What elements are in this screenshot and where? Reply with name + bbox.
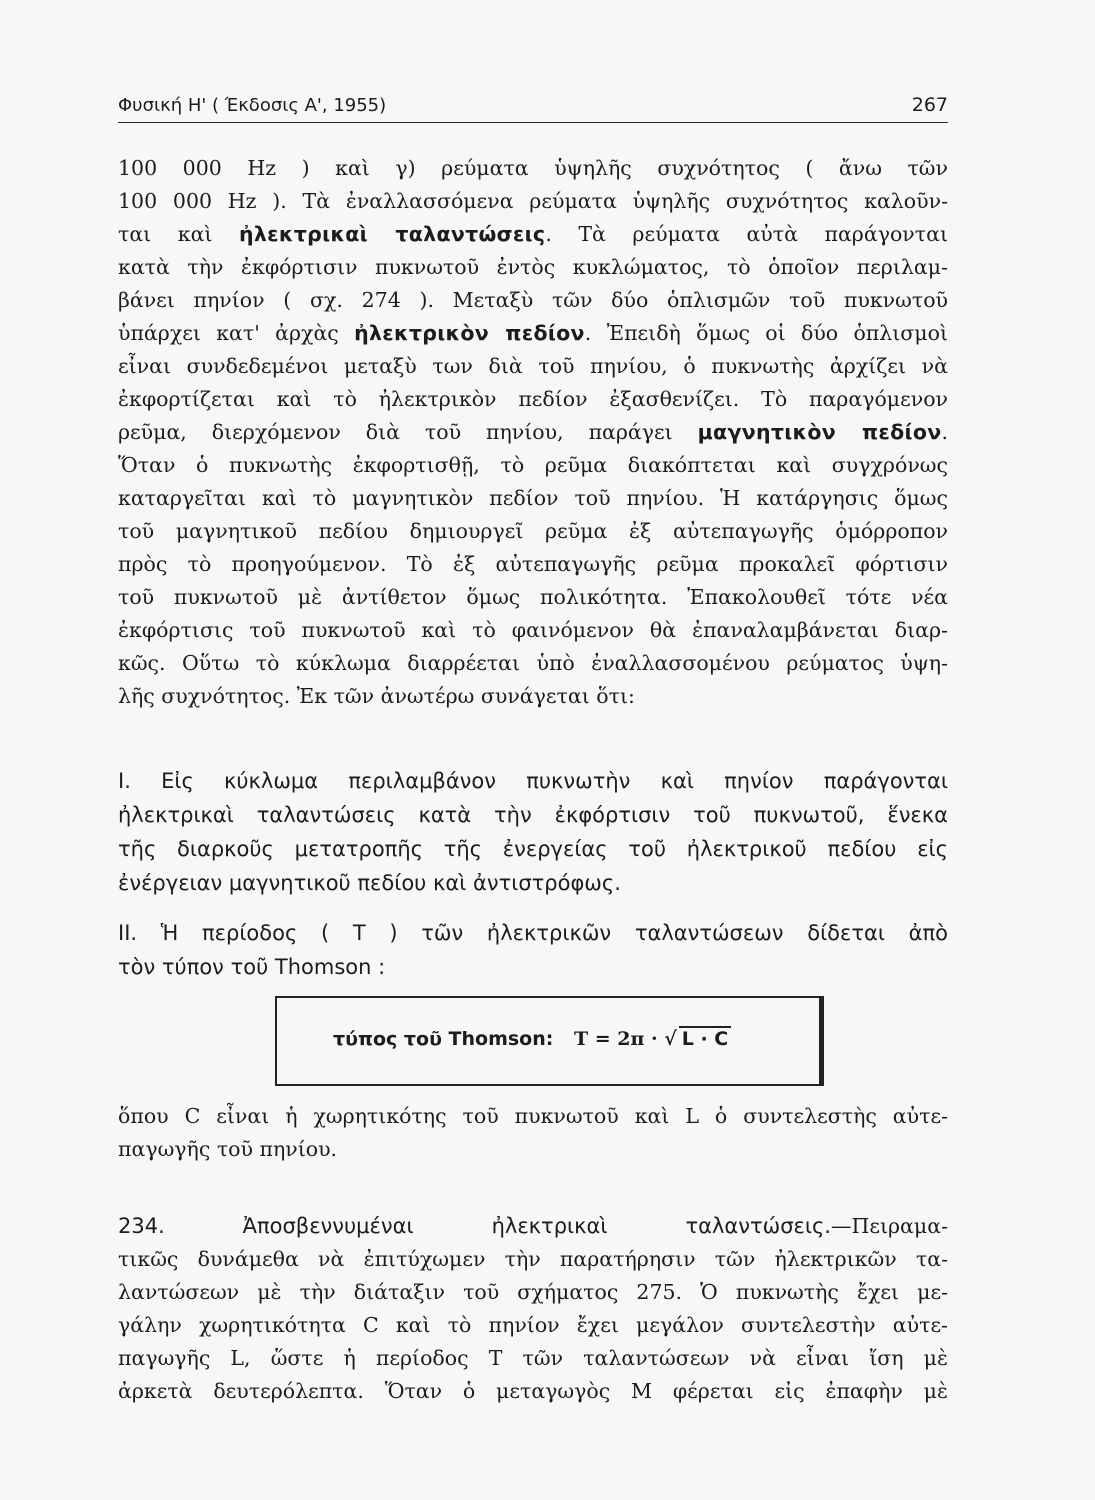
text-line: Ὅταν ὁ πυκνωτὴς ἐκφορτισθῇ, τὸ ρεῦμα διακόπτεται καὶ συγχρόνως — [118, 453, 948, 477]
text-line: 100 000 Hz ). Τὰ ἐναλλασσόμενα ρεύματα ὑψηλῆς συχνότητος καλοῦν- — [118, 189, 948, 213]
rule-line: ἐνέργειαν μαγνητικοῦ πεδίου καὶ ἀντιστρόφως. — [118, 871, 621, 895]
text-line: ὑπάρχει κατ' ἀρχὰς ἠλεκτρικὸν πεδίον. Ἐπειδὴ ὅμως οἱ δύο ὁπλισμοὶ — [118, 321, 948, 345]
text-line: παγωγῆς τοῦ πηνίου. — [118, 1137, 338, 1161]
text-line: κῶς. Οὕτω τὸ κύκλωμα διαρρέεται ὑπὸ ἐναλλασσομένου ρεύματος ὑψη- — [118, 651, 948, 675]
formula-label: τύπος τοῦ Thomson: — [333, 1028, 554, 1050]
text-line: λῆς συχνότητος. Ἐκ τῶν ἀνωτέρω συνάγεται ὅτι: — [118, 684, 635, 708]
book-title: Φυσική Η' ( Έκδοσις Α', 1955) — [118, 95, 387, 116]
text-line: καταργεῖται καὶ τὸ μαγνητικὸν πεδίον τοῦ πηνίου. Ἡ κατάργησις ὅμως — [118, 486, 948, 510]
text-line: ὅπου C εἶναι ἡ χωρητικότης τοῦ πυκνωτοῦ καὶ L ὁ συντελεστὴς αὐτε- — [118, 1104, 948, 1128]
term-electric-oscillations: ἠλεκτρικαὶ ταλαντώσεις — [239, 222, 546, 246]
text-line: βάνει πηνίον ( σχ. 274 ). Μεταξὺ τῶν δύο ὁπλισμῶν τοῦ πυκνωτοῦ — [118, 288, 948, 312]
rule-ii — [118, 916, 948, 984]
text-line: τικῶς δυνάμεθα νὰ ἐπιτύχωμεν τὴν παρατήρησιν τῶν ἠλεκτρικῶν τα- — [118, 1247, 948, 1271]
rule-line: τὸν τύπον τοῦ Thomson : — [118, 955, 386, 979]
text-line: πρὸς τὸ προηγούμενον. Τὸ ἐξ αὐτεπαγωγῆς ρεῦμα προκαλεῖ φόρτισιν — [118, 552, 948, 576]
rule-line: τῆς διαρκοῦς μετατροπῆς τῆς ἐνεργείας τοῦ ἠλεκτρικοῦ πεδίου εἰς — [118, 837, 948, 861]
rule-line: II. Ἡ περίοδος ( Τ ) τῶν ἠλεκτρικῶν ταλαντώσεων δίδεται ἀπὸ — [118, 921, 948, 945]
page-number: 267 — [911, 94, 948, 116]
text-line: κατὰ τὴν ἐκφόρτισιν πυκνωτοῦ ἐντὸς κυκλώματος, τὸ ὁποῖον περιλαμ- — [118, 255, 948, 279]
text-line: 100 000 Hz ) καὶ γ) ρεύματα ὑψηλῆς συχνότητος ( ἄνω τῶν — [118, 156, 948, 180]
text-line: ἐκφόρτισις τοῦ πυκνωτοῦ καὶ τὸ φαινόμενον θὰ ἐπαναλαμβάνεται διαρ- — [118, 618, 948, 642]
section-234 — [118, 1210, 948, 1408]
rule-line: ἠλεκτρικαὶ ταλαντώσεις κατὰ τὴν ἐκφόρτισιν τοῦ πυκνωτοῦ, ἕνεκα — [118, 803, 948, 827]
section-heading-line: 234. Ἀποσβεννυμέναι ἠλεκτρικαὶ ταλαντώσεις.—Πειραμα- — [118, 1214, 948, 1238]
rule-line: I. Εἰς κύκλωμα περιλαμβάνον πυκνωτὴν καὶ πηνίον παράγονται — [118, 769, 948, 793]
term-electric-field: ἠλεκτρικὸν πεδίον — [354, 321, 585, 345]
text-line: ρεῦμα, διερχόμενον διὰ τοῦ πηνίου, παράγει μαγνητικὸν πεδίον. — [118, 420, 948, 444]
text-line: παγωγῆς L, ὥστε ἡ περίοδος T τῶν ταλαντώσεων νὰ εἶναι ἴση μὲ — [118, 1346, 948, 1370]
text-line: λαντώσεων μὲ τὴν διάταξιν τοῦ σχήματος 275. Ὁ πυκνωτὴς ἔχει με- — [118, 1280, 948, 1304]
rule-i — [118, 764, 948, 900]
thomson-formula — [333, 1026, 731, 1050]
running-header — [118, 88, 948, 123]
section-title: Ἀποσβεννυμέναι ἠλεκτρικαὶ ταλαντώσεις. — [242, 1214, 831, 1238]
formula-expression: T = 2π · √ — [574, 1028, 677, 1050]
formula-radicand: L · C — [679, 1026, 732, 1050]
text-line: τοῦ μαγνητικοῦ πεδίου δημιουργεῖ ρεῦμα ἐξ αὐτεπαγωγῆς ὁμόρροπον — [118, 519, 948, 543]
term-magnetic-field: μαγνητικὸν πεδίον — [697, 420, 942, 444]
section-number: 234. — [118, 1214, 165, 1238]
text-line: ἐκφορτίζεται καὶ τὸ ἠλεκτρικὸν πεδίον ἐξασθενίζει. Τὸ παραγόμενον — [118, 387, 948, 411]
paragraph-oscillations — [118, 152, 948, 713]
thomson-formula-box — [275, 996, 821, 1086]
text-line: ται καὶ ἠλεκτρικαὶ ταλαντώσεις. Τὰ ρεύματα αὐτὰ παράγονται — [118, 222, 948, 246]
text-line: τοῦ πυκνωτοῦ μὲ ἀντίθετον ὅμως πολικότητα. Ἐπακολουθεῖ τότε νέα — [118, 585, 948, 609]
text-line: γάλην χωρητικότητα C καὶ τὸ πηνίον ἔχει μεγάλον συντελεστὴν αὐτε- — [118, 1313, 948, 1337]
paragraph-where — [118, 1100, 948, 1166]
text-line: ἀρκετὰ δευτερόλεπτα. Ὅταν ὁ μεταγωγὸς M φέρεται εἰς ἐπαφὴν μὲ — [118, 1379, 948, 1403]
text-line: εἶναι συνδεδεμένοι μεταξὺ των διὰ τοῦ πηνίου, ὁ πυκνωτὴς ἀρχίζει νὰ — [118, 354, 948, 378]
